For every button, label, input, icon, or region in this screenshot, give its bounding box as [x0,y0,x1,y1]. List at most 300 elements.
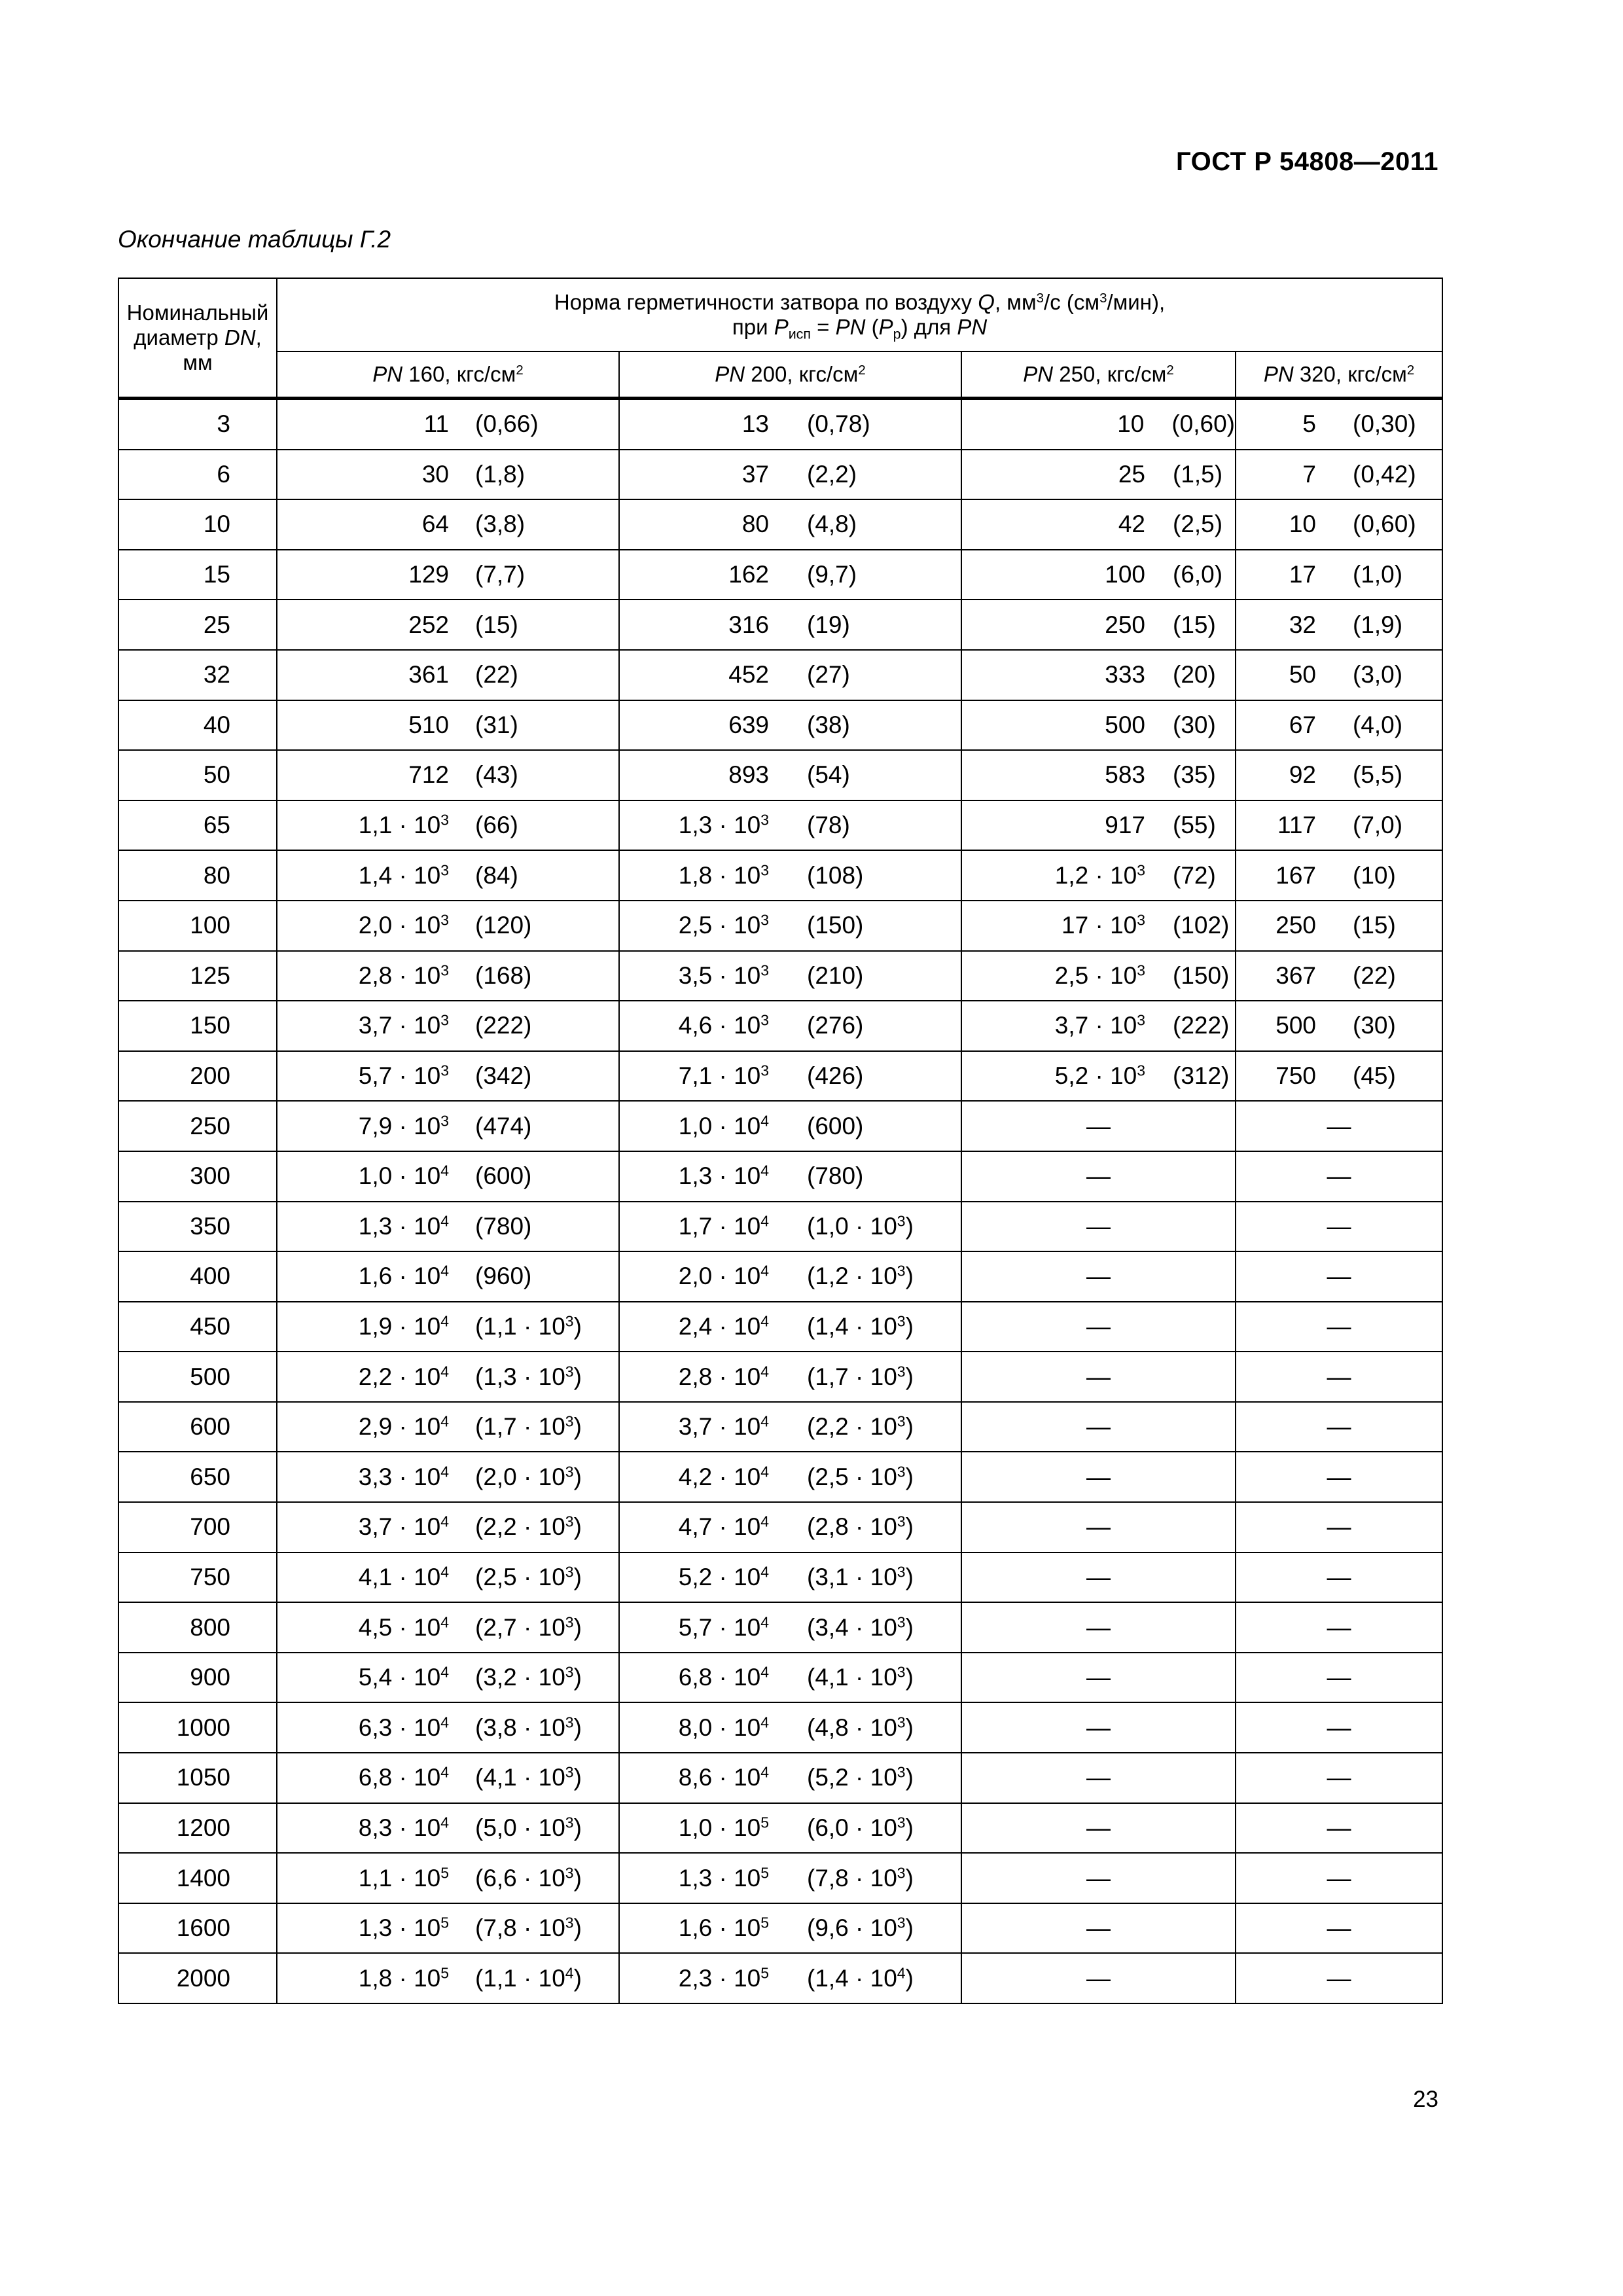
flow-mm3-value: 10 [1117,410,1145,438]
dn-cell: 3 [118,399,277,450]
pn320-cell [1236,750,1442,800]
flow-cm3-value: $(1,2 \cdot 10^3)$ [807,1262,914,1290]
flow-mm3-value: 10 [1289,511,1316,538]
flow-cm3-value: $(1,0 \cdot 10^3)$ [807,1212,914,1240]
flow-mm3-value: 64 [421,511,449,538]
pn320-cell: — [1236,1502,1442,1552]
flow-cm3-value: (222) [475,1012,532,1039]
dn-cell: 32 [118,650,277,700]
pn200-cell [619,800,961,851]
dn-cell: 900 [118,1653,277,1703]
pn320-cell: — [1236,1753,1442,1803]
pn160-cell [277,499,619,550]
dn-cell: 6 [118,450,277,500]
flow-cm3-value: (35) [1173,761,1216,789]
flow-mm3-value: $1,7 \cdot 10^4$ [678,1212,769,1240]
dn-cell: 80 [118,850,277,901]
table-row [118,1953,1442,2003]
pn200-cell [619,1753,961,1803]
pn320-cell: — [1236,1602,1442,1653]
pn250-cell: — [961,1853,1236,1903]
flow-mm3-value: $8,0 \cdot 10^4$ [678,1713,769,1741]
table-caption: Окончание таблицы Г.2 [118,226,391,253]
pn250-cell [961,850,1236,901]
flow-cm3-value: (4,8) [807,511,857,538]
flow-cm3-value: (15) [475,611,518,638]
flow-cm3-value: $(4,8 \cdot 10^3)$ [807,1713,914,1741]
pn320-cell: — [1236,1903,1442,1954]
flow-mm3-value: 5 [1302,410,1316,438]
flow-cm3-value: (45) [1353,1062,1396,1090]
flow-cm3-value: (1,0) [1353,561,1403,588]
pn160-cell [277,700,619,751]
flow-mm3-value: $6,3 \cdot 10^4$ [358,1713,449,1741]
table-row [118,1151,1442,1202]
table-row [118,1803,1442,1854]
pn200-cell [619,1502,961,1552]
flow-mm3-value: 42 [1118,511,1145,538]
table-row [118,1602,1442,1653]
flow-cm3-value: (22) [475,661,518,689]
header-pn160: PN 160, кгс/$см^2$ [277,351,619,399]
flow-cm3-value: $(2,7 \cdot 10^3)$ [475,1613,582,1641]
flow-cm3-value: (150) [1173,961,1230,989]
flow-cm3-value: (276) [807,1012,864,1039]
flow-cm3-value: (20) [1173,661,1216,689]
flow-mm3-value: 750 [1275,1062,1316,1090]
flow-mm3-value: 316 [728,611,769,638]
pn250-cell [961,901,1236,951]
header-dn: Номинальный диаметр DN, мм [118,278,277,399]
pn320-cell: — [1236,1151,1442,1202]
flow-cm3-value: $(1,3 \cdot 10^3)$ [475,1362,582,1390]
flow-mm3-value: $2,2 \cdot 10^4$ [358,1362,449,1390]
flow-mm3-value: $6,8 \cdot 10^4$ [678,1663,769,1691]
pn200-cell [619,1903,961,1954]
flow-mm3-value: $1,3 \cdot 10^4$ [358,1212,449,1240]
header-group: Норма герметичности затвора по воздуху Q, $мм^3/с$ $(см^3/мин)$, при $P_{исп}$ = PN $(P_р)$ для PN [277,278,1442,351]
pn250-cell [961,450,1236,500]
flow-cm3-value: (31) [475,711,518,738]
flow-mm3-value: $1,4 \cdot 10^3$ [358,861,449,889]
pn160-cell [277,1702,619,1753]
flow-mm3-value: 7 [1302,460,1316,488]
flow-mm3-value: $1,3 \cdot 10^4$ [678,1162,769,1190]
flow-mm3-value: $3,7 \cdot 10^4$ [678,1412,769,1441]
flow-cm3-value: (15) [1173,611,1216,638]
pn160-cell [277,1953,619,2003]
pn200-cell [619,1302,961,1352]
flow-mm3-value: $1,3 \cdot 10^5$ [678,1863,769,1892]
flow-cm3-value: (72) [1173,861,1216,889]
flow-mm3-value: 250 [1275,912,1316,939]
pn200-cell [619,1653,961,1703]
flow-cm3-value: (150) [807,912,864,939]
pn200-cell [619,450,961,500]
flow-mm3-value: 100 [1105,561,1145,588]
flow-cm3-value: (108) [807,861,864,889]
flow-mm3-value: 32 [1289,611,1316,638]
flow-cm3-value: (4,0) [1353,711,1403,738]
pn250-cell [961,800,1236,851]
flow-mm3-value: $1,8 \cdot 10^3$ [678,861,769,889]
pn160-cell [277,1051,619,1102]
pn200-cell [619,1803,961,1854]
flow-cm3-value: (7,0) [1353,812,1403,839]
pn320-cell [1236,901,1442,951]
pn200-cell [619,550,961,600]
flow-cm3-value: (0,42) [1353,460,1416,488]
flow-cm3-value: (0,66) [475,410,539,438]
flow-mm3-value: 30 [421,460,449,488]
dn-cell: 500 [118,1352,277,1402]
flow-cm3-value: (312) [1173,1062,1230,1090]
flow-cm3-value: $(4,1 \cdot 10^3)$ [807,1663,914,1691]
flow-cm3-value: (66) [475,812,518,839]
flow-cm3-value: (0,30) [1353,410,1416,438]
pn320-cell: — [1236,1251,1442,1302]
pn200-cell [619,951,961,1001]
dn-cell: 1400 [118,1853,277,1903]
pn250-cell: — [961,1602,1236,1653]
pn160-cell [277,850,619,901]
pn320-cell: — [1236,1101,1442,1151]
flow-mm3-value: 11 [423,410,449,438]
flow-cm3-value: (210) [807,961,864,989]
table-row [118,1653,1442,1703]
flow-cm3-value: $(1,7 \cdot 10^3)$ [475,1412,582,1441]
flow-mm3-value: $1,8 \cdot 10^5$ [358,1964,449,1992]
pn250-cell [961,1001,1236,1051]
flow-mm3-value: $2,4 \cdot 10^4$ [678,1312,769,1340]
pn160-cell [277,1853,619,1903]
flow-cm3-value: $(2,0 \cdot 10^3)$ [475,1463,582,1490]
flow-cm3-value: $(1,4 \cdot 10^4)$ [807,1964,914,1992]
flow-mm3-value: 361 [408,661,449,689]
flow-cm3-value: (0,60) [1171,410,1235,438]
pn160-cell [277,1251,619,1302]
flow-mm3-value: 162 [728,561,769,588]
flow-cm3-value: (30) [1353,1012,1396,1039]
flow-cm3-value: (27) [807,661,850,689]
pn160-cell [277,800,619,851]
dn-cell: 50 [118,750,277,800]
flow-cm3-value: (55) [1173,812,1216,839]
flow-cm3-value: $(2,5 \cdot 10^3)$ [475,1563,582,1590]
flow-cm3-value: (1,9) [1353,611,1403,638]
flow-mm3-value: $2,8 \cdot 10^3$ [358,961,449,989]
pn250-cell [961,951,1236,1001]
flow-cm3-value: (2,5) [1173,511,1223,538]
pn250-cell: — [961,1753,1236,1803]
flow-mm3-value: $4,2 \cdot 10^4$ [678,1463,769,1490]
flow-cm3-value: $(3,8 \cdot 10^3)$ [475,1713,582,1741]
flow-mm3-value: 712 [408,761,449,789]
pn250-cell: — [961,1202,1236,1252]
flow-cm3-value: (0,78) [807,410,870,438]
table-row [118,1202,1442,1252]
table-row [118,951,1442,1001]
pn160-cell [277,750,619,800]
pn250-cell [961,499,1236,550]
pn160-cell [277,399,619,450]
flow-cm3-value: (3,8) [475,511,526,538]
pn160-cell [277,1151,619,1202]
flow-cm3-value: (600) [807,1112,864,1139]
pn200-cell [619,1151,961,1202]
document-code: ГОСТ Р 54808—2011 [1176,147,1438,176]
pn200-cell [619,1251,961,1302]
flow-cm3-value: $(1,4 \cdot 10^3)$ [807,1312,914,1340]
pn250-cell: — [961,1452,1236,1502]
flow-mm3-value: $5,7 \cdot 10^3$ [358,1062,449,1090]
flow-cm3-value: $(1,7 \cdot 10^3)$ [807,1362,914,1390]
pn250-cell [961,550,1236,600]
pn160-cell [277,650,619,700]
pn200-cell [619,1452,961,1502]
dn-cell: 125 [118,951,277,1001]
flow-mm3-value: 639 [728,711,769,738]
pn200-cell [619,650,961,700]
header-pn320: PN 320, кгс/$см^2$ [1236,351,1442,399]
flow-cm3-value: (960) [475,1263,532,1290]
pn200-cell [619,399,961,450]
dn-cell: 200 [118,1051,277,1102]
table-row [118,450,1442,500]
pn320-cell: — [1236,1702,1442,1753]
pn320-cell [1236,700,1442,751]
flow-mm3-value: $4,6 \cdot 10^3$ [678,1011,769,1039]
flow-cm3-value: $(3,2 \cdot 10^3)$ [475,1663,582,1691]
flow-cm3-value: (6,0) [1173,561,1223,588]
pn160-cell [277,1552,619,1603]
pn160-cell [277,1502,619,1552]
flow-mm3-value: $2,8 \cdot 10^4$ [678,1362,769,1390]
flow-cm3-value: (426) [807,1062,864,1090]
dn-cell: 800 [118,1602,277,1653]
flow-cm3-value: (43) [475,761,518,789]
tightness-norms-table [118,278,1443,2004]
pn160-cell [277,951,619,1001]
flow-cm3-value: (222) [1173,1012,1230,1039]
flow-mm3-value: $1,1 \cdot 10^5$ [358,1863,449,1892]
pn250-cell: — [961,1903,1236,1954]
pn250-cell: — [961,1552,1236,1603]
flow-cm3-value: (0,60) [1353,511,1416,538]
pn200-cell [619,1602,961,1653]
flow-cm3-value: (9,7) [807,561,857,588]
pn160-cell [277,1803,619,1854]
flow-mm3-value: $2,5 \cdot 10^3$ [1054,961,1145,989]
pn200-cell [619,1101,961,1151]
flow-cm3-value: $(2,8 \cdot 10^3)$ [807,1513,914,1541]
flow-mm3-value: $1,6 \cdot 10^5$ [678,1914,769,1942]
table-row [118,1251,1442,1302]
flow-cm3-value: (38) [807,711,850,738]
flow-mm3-value: $2,0 \cdot 10^4$ [678,1262,769,1290]
pn160-cell [277,600,619,650]
dn-cell: 300 [118,1151,277,1202]
dn-cell: 40 [118,700,277,751]
flow-cm3-value: $(6,0 \cdot 10^3)$ [807,1814,914,1841]
dn-cell: 1050 [118,1753,277,1803]
pn160-cell [277,1202,619,1252]
pn250-cell: — [961,1352,1236,1402]
table-row [118,700,1442,751]
pn200-cell [619,1402,961,1452]
flow-mm3-value: $1,0 \cdot 10^5$ [678,1814,769,1841]
pn160-cell [277,1352,619,1402]
flow-cm3-value: $(5,0 \cdot 10^3)$ [475,1814,582,1841]
dn-cell: 650 [118,1452,277,1502]
table-row [118,850,1442,901]
pn160-cell [277,1753,619,1803]
flow-mm3-value: $1,6 \cdot 10^4$ [358,1262,449,1290]
flow-mm3-value: $17 \cdot 10^3$ [1061,911,1145,939]
flow-mm3-value: 583 [1105,761,1145,789]
pn320-cell [1236,1001,1442,1051]
flow-mm3-value: $1,0 \cdot 10^4$ [678,1112,769,1139]
flow-mm3-value: 250 [1105,611,1145,638]
pn200-cell [619,1702,961,1753]
flow-cm3-value: (7,7) [475,561,526,588]
flow-cm3-value: (780) [475,1212,532,1240]
table-row [118,1101,1442,1151]
table-row [118,1502,1442,1552]
flow-mm3-value: 917 [1105,812,1145,839]
flow-mm3-value: 17 [1289,561,1316,588]
pn320-cell: — [1236,1402,1442,1452]
flow-mm3-value: 452 [728,661,769,689]
flow-cm3-value: $(3,1 \cdot 10^3)$ [807,1563,914,1590]
flow-mm3-value: 67 [1289,711,1316,738]
flow-mm3-value: $2,9 \cdot 10^4$ [358,1412,449,1441]
dn-cell: 65 [118,800,277,851]
dn-cell: 150 [118,1001,277,1051]
pn160-cell [277,1001,619,1051]
flow-cm3-value: (22) [1353,961,1396,989]
dn-cell: 1600 [118,1903,277,1954]
flow-mm3-value: 92 [1289,761,1316,789]
pn320-cell [1236,1051,1442,1102]
pn200-cell [619,901,961,951]
table-row [118,901,1442,951]
flow-mm3-value: $5,2 \cdot 10^3$ [1054,1062,1145,1090]
flow-cm3-value: $(7,8 \cdot 10^3)$ [475,1914,582,1942]
pn160-cell [277,550,619,600]
dn-cell: 400 [118,1251,277,1302]
table-row [118,1001,1442,1051]
flow-cm3-value: (342) [475,1062,532,1090]
flow-mm3-value: 333 [1105,661,1145,689]
flow-mm3-value: $2,5 \cdot 10^3$ [678,911,769,939]
pn250-cell: — [961,1402,1236,1452]
flow-cm3-value: $(4,1 \cdot 10^3)$ [475,1763,582,1791]
pn250-cell: — [961,1151,1236,1202]
pn200-cell [619,850,961,901]
table-body [118,399,1442,2004]
flow-mm3-value: $3,7 \cdot 10^3$ [1054,1011,1145,1039]
flow-mm3-value: 80 [741,511,769,538]
flow-cm3-value: (1,5) [1173,460,1223,488]
table-row [118,1352,1442,1402]
flow-cm3-value: (1,8) [475,460,526,488]
pn200-cell [619,1202,961,1252]
pn250-cell: — [961,1502,1236,1552]
pn320-cell [1236,499,1442,550]
dn-cell: 2000 [118,1953,277,2003]
pn250-cell: — [961,1251,1236,1302]
table-row [118,600,1442,650]
flow-mm3-value: $7,9 \cdot 10^3$ [358,1112,449,1139]
dn-cell: 25 [118,600,277,650]
pn200-cell [619,1001,961,1051]
pn320-cell: — [1236,1452,1442,1502]
page-number: 23 [1413,2087,1438,2112]
pn320-cell [1236,600,1442,650]
pn320-cell: — [1236,1302,1442,1352]
pn250-cell: — [961,1101,1236,1151]
flow-mm3-value: 13 [741,410,769,438]
header-pn250: PN 250, кгс/$см^2$ [961,351,1236,399]
flow-mm3-value: 500 [1105,711,1145,738]
dn-cell: 450 [118,1302,277,1352]
dn-cell: 750 [118,1552,277,1603]
flow-mm3-value: 510 [408,711,449,738]
table-row [118,499,1442,550]
dn-cell: 1200 [118,1803,277,1854]
flow-mm3-value: $1,2 \cdot 10^3$ [1054,861,1145,889]
flow-cm3-value: $(1,1 \cdot 10^4)$ [475,1964,582,1992]
pn200-cell [619,1953,961,2003]
flow-mm3-value: $4,7 \cdot 10^4$ [678,1513,769,1541]
flow-mm3-value: $1,9 \cdot 10^4$ [358,1312,449,1340]
flow-cm3-value: $(2,2 \cdot 10^3)$ [807,1412,914,1441]
pn200-cell [619,700,961,751]
pn250-cell [961,600,1236,650]
pn200-cell [619,600,961,650]
flow-cm3-value: (84) [475,861,518,889]
pn160-cell [277,1302,619,1352]
pn250-cell: — [961,1302,1236,1352]
table-row [118,1402,1442,1452]
table-row [118,399,1442,450]
flow-mm3-value: $5,7 \cdot 10^4$ [678,1613,769,1641]
pn250-cell: — [961,1953,1236,2003]
pn320-cell: — [1236,1853,1442,1903]
pn160-cell [277,1903,619,1954]
table-row [118,1051,1442,1102]
pn250-cell [961,1051,1236,1102]
flow-mm3-value: 117 [1277,812,1316,839]
pn160-cell [277,450,619,500]
pn320-cell [1236,650,1442,700]
flow-cm3-value: (15) [1353,912,1396,939]
table-row [118,1903,1442,1954]
flow-mm3-value: $3,7 \cdot 10^4$ [358,1513,449,1541]
flow-mm3-value: $1,1 \cdot 10^3$ [358,811,449,839]
table-row [118,550,1442,600]
flow-cm3-value: $(7,8 \cdot 10^3)$ [807,1863,914,1892]
pn250-cell: — [961,1702,1236,1753]
flow-mm3-value: 893 [728,761,769,789]
flow-cm3-value: (10) [1353,861,1396,889]
pn320-cell [1236,450,1442,500]
flow-cm3-value: (3,0) [1353,661,1403,689]
pn160-cell [277,1653,619,1703]
flow-cm3-value: $(6,6 \cdot 10^3)$ [475,1863,582,1892]
pn320-cell: — [1236,1953,1442,2003]
